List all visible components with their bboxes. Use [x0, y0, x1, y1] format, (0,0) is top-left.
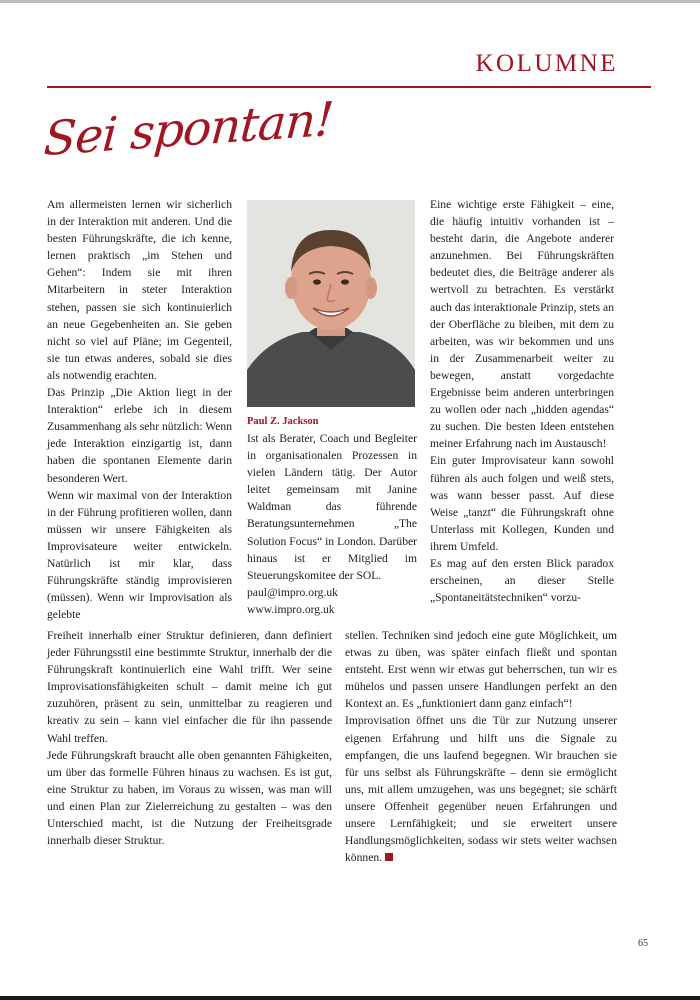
- column-1-continued: [47, 627, 332, 849]
- end-mark-icon: [385, 853, 393, 861]
- author-website[interactable]: www.impro.org.uk: [247, 602, 335, 616]
- article-title: Sei spontan!: [42, 92, 335, 167]
- author-name: Paul Z. Jackson: [247, 416, 319, 427]
- paragraph: Freiheit innerhalb einer Struktur definieren, dann definiert jeder Führungsstil eine bestimmte Struktur, innerhalb der die Führungskraft kontinuierlich eine Wahl trifft. Wer seine Improvisationsfähigkeiten schult – damit meine ich gut zuzuhören, präsent zu sein, unmittelbar zu reagieren und kreativ zu sein – kann viel einfacher die für ihn passende Wahl treffen.: [47, 629, 332, 745]
- column-1: [47, 196, 232, 623]
- page-number: 65: [638, 938, 648, 949]
- author-email[interactable]: paul@impro.org.uk: [247, 585, 338, 599]
- paragraph: Jede Führungskraft braucht alle oben genannten Fähigkeiten, um über das formelle Führen hinaus zu wachsen. Es ist gut, eine Struktur zu haben, im Voraus zu wissen, was man will und einen Plan zur Zielerreichung zu gestalten – was den Unterschied macht, ist die Nutzung der Freiheitsgrade innerhalb dieser Struktur.: [47, 748, 332, 848]
- paragraph: stellen. Techniken sind jedoch eine gute Möglichkeit, um etwas zu üben, was später einfach fließt und spontan entsteht. Erst wenn wir etwas gut beherrschen, tun wir es mühelos und passen unsere Handlungen perfekt an den Kontext an. Es „funktioniert dann ganz einfach“!: [345, 629, 617, 711]
- paragraph: Eine wichtige erste Fähigkeit – eine, die häufig intuitiv vorhanden ist – besteht darin, die Angebote anderer anzunehmen. Bei Führungskräften bedeutet dies, die Beiträge anderer als wertvoll zu betrachten. Es verstärkt auch das interaktionale Prinzip, stets an der Oberfläche zu bleiben, mit dem zu arbeiten, was wir bekommen und uns in der Zusammenarbeit weiter zu bewegen, anstatt vorgedachte Ergebnisse beim anderen unterbringen zu wollen oder nach „hidden agendas“ zu suchen. Die besten Ideen entstehen meiner Erfahrung nach im Austausch!: [430, 198, 614, 451]
- section-label: KOLUMNE: [475, 50, 618, 77]
- closing-paragraph-text: Improvisation öffnet uns die Tür zur Nutzung unserer eigenen Erfahrung und hilft uns die Signale zu empfangen, die uns laufend begegnen. Wir brauchen sie für uns selbst als Führungskräfte – denn sie ermöglicht uns, mit allem umzugehen, was uns begegnet; sie schärft unsere Offenheit gegenüber neuen Erfahrungen und unsere Lernfähigkeit; und sie erweitert unsere Handlungsmöglichkeiten, sodass wir stets weiter wachsen können.: [345, 714, 617, 865]
- bottom-rule: [0, 996, 700, 1000]
- paragraph: Das Prinzip „Die Aktion liegt in der Interaktion“ erlebe ich in diesem Zusammenhang als sehr nützlich: Wenn jede Interaktion einzigartig ist, dann haben die spontanen Elemente darin besonderen Wert.: [47, 386, 232, 485]
- author-photo: [247, 200, 415, 407]
- paragraph: Am allermeisten lernen wir sicherlich in der Interaktion mit anderen. Und die besten Führungskräfte, die ich kenne, lernen praktisch „im Stehen und Gehen“: Indem sie mit ihren Mitarbeitern in steter Interaktion stehen, passen sie sich kontinuierlich an neue Gegebenheiten an. Sie geben nicht so viel auf Pläne; im Gegenteil, sie tun etwas anderes, sobald sie dies als notwendig erachten.: [47, 198, 232, 382]
- portrait-illustration: [247, 200, 415, 407]
- paragraph: Wenn wir maximal von der Interaktion in der Führung profitieren wollen, dann müssen wir unsere Fähigkeiten als Improvisateure weiter entwickeln. Natürlich ist mir klar, dass Führungskräfte ständig improvisieren (müssen). Wenn wir Improvisation als gelebte: [47, 488, 232, 622]
- header-divider: [47, 86, 651, 88]
- author-bio: [247, 430, 417, 618]
- author-bio-text: Ist als Berater, Coach und Begleiter in organisationalen Prozessen in vielen Ländern tätig. Der Autor leitet gemeinsam mit Janine Waldman das führende Beratungsunternehmen „The Solution Focus“ in London. Darüber hinaus ist er Mitglied im Steuerungskomitee der SOL.: [247, 432, 417, 582]
- paragraph: [345, 712, 617, 866]
- top-rule: [0, 0, 700, 3]
- paragraph: Ein guter Improvisateur kann sowohl führen als auch folgen und weiß stets, was wann besser passt. Auf diese Weise „tanzt“ die Führungskraft ohne Unterlass mit Kollegen, Kunden und ihrem Umfeld.: [430, 454, 614, 553]
- paragraph: Es mag auf den ersten Blick paradox erscheinen, an dieser Stelle „Spontaneitätstechniken“ vorzu-: [430, 556, 614, 605]
- column-3: [430, 196, 614, 606]
- column-3-continued: [345, 627, 617, 866]
